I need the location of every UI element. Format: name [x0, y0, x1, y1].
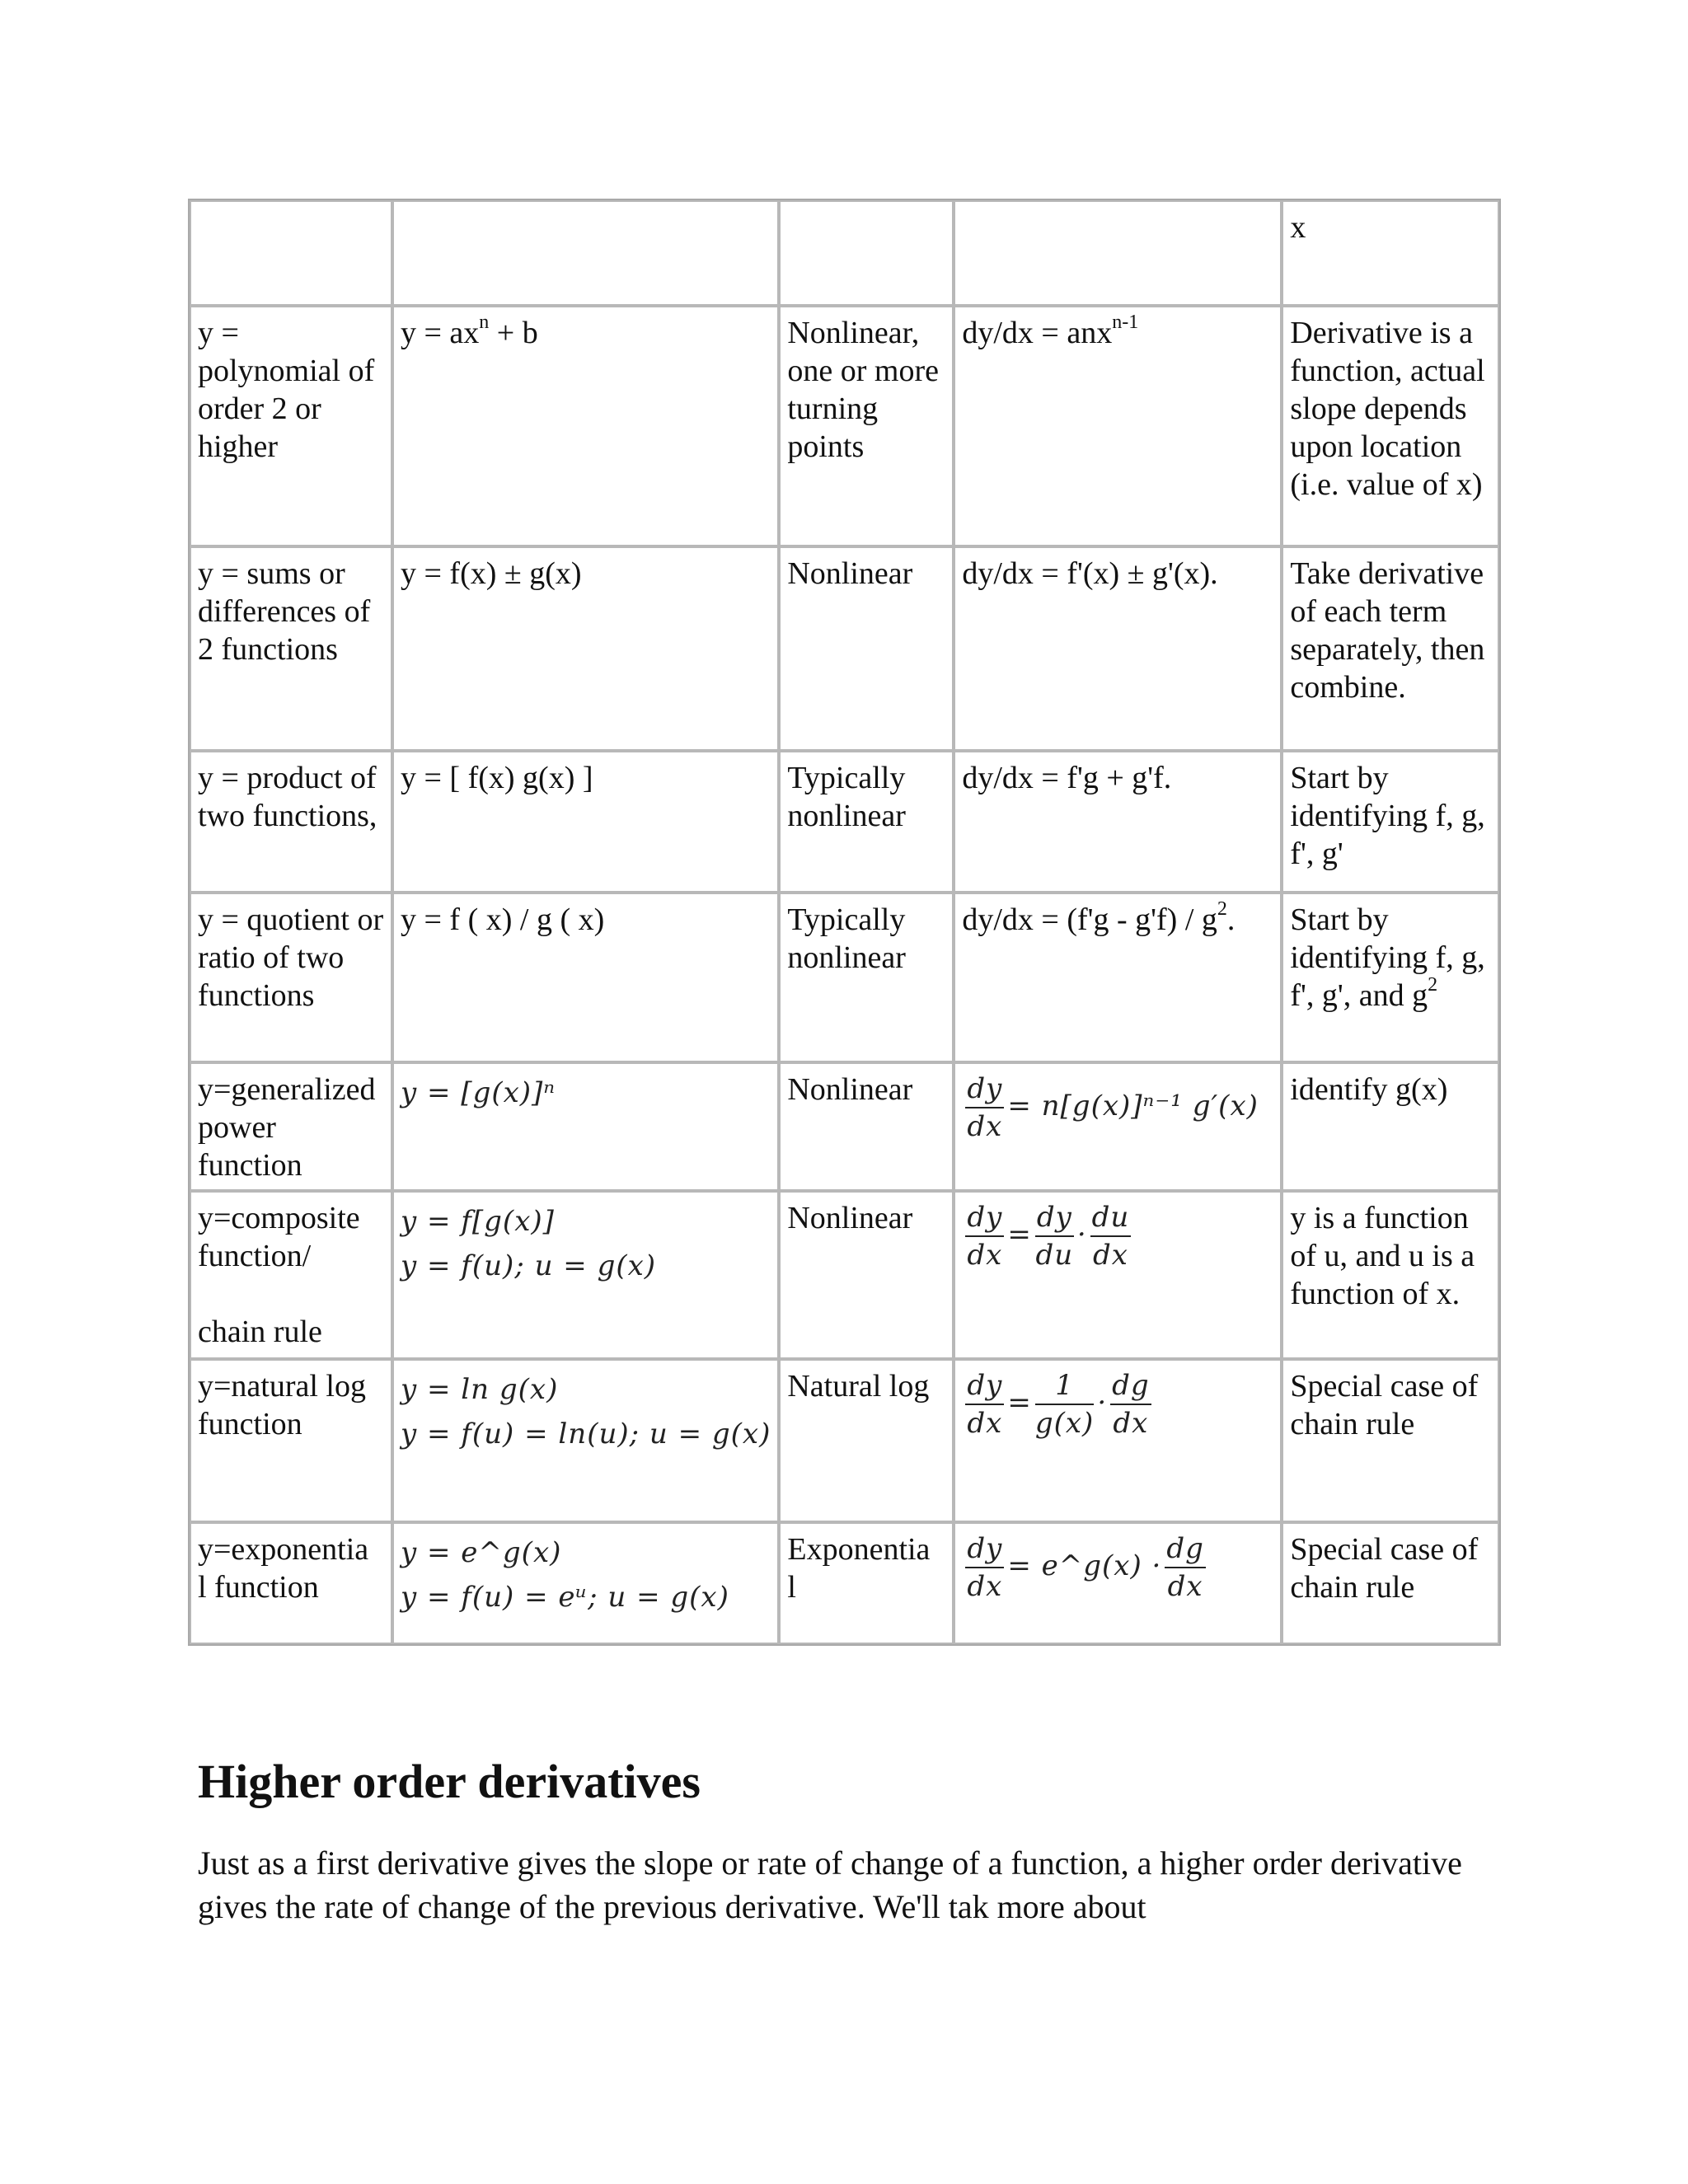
denominator: dx [967, 1239, 1003, 1272]
table-row [190, 751, 1499, 893]
denominator: dx [967, 1570, 1003, 1603]
notes-text: Start by identifying f, g, f', g', and g [1290, 902, 1485, 1013]
denominator: dx [1113, 1407, 1149, 1440]
denominator: dx [1167, 1570, 1203, 1603]
denominator: dx [967, 1407, 1003, 1440]
exponent: 2 [1217, 898, 1227, 921]
notes-cell: identify g(x) [1282, 1062, 1499, 1191]
function-form-cell [392, 306, 779, 546]
formula-image: y = f(u) = ln(u); u = g(x) [401, 1418, 771, 1451]
table-row [190, 1359, 1499, 1522]
function-type-text: y=composite function/ [198, 1201, 360, 1273]
function-form-cell [392, 1359, 779, 1522]
notes-cell: Derivative is a function, actual slope depends upon location (i.e. value of x) [1282, 306, 1499, 546]
derivative-text: dy/dx = (f'g - g'f) / g [962, 902, 1217, 937]
notes-cell: Special case of chain rule [1282, 1522, 1499, 1644]
function-type-cell: y = polynomial of order 2 or higher [190, 306, 392, 546]
denominator: du [1035, 1239, 1074, 1272]
notes-cell: y is a function of u, and u is a function of x. [1282, 1191, 1499, 1359]
formula-image [962, 1071, 1273, 1145]
numerator: dy [1035, 1199, 1074, 1237]
function-type-cell: y = product of two functions, [190, 751, 392, 893]
function-type-cell: y=natural log function [190, 1359, 392, 1522]
function-type-cell: y = sums or differences of 2 functions [190, 546, 392, 751]
function-type-cell: y=exponentia l function [190, 1522, 392, 1644]
derivative-rules-table [188, 199, 1501, 1646]
fraction [1035, 1367, 1094, 1441]
numerator: dy [965, 1199, 1004, 1237]
formula-image: y = f(u) = eᵘ; u = g(x) [401, 1581, 729, 1614]
table-cell [190, 200, 392, 306]
linearity-cell: Nonlinear, one or more turning points [779, 306, 954, 546]
formula-image: y = f[g(x)] [401, 1205, 555, 1238]
notes-cell: Start by identifying f, g, f', g' [1282, 751, 1499, 893]
linearity-cell: Exponentia l [779, 1522, 954, 1644]
exponent: n-1 [1112, 312, 1139, 334]
derivative-cell [954, 306, 1282, 546]
table-cell [779, 200, 954, 306]
linearity-cell: Nonlinear [779, 1191, 954, 1359]
table-row [190, 1191, 1499, 1359]
fraction [1165, 1530, 1206, 1605]
table-row [190, 306, 1499, 546]
numerator: dy [965, 1530, 1004, 1568]
formula-text: = e^g(x) · [1007, 1549, 1162, 1582]
exponent: n [479, 312, 490, 334]
formula-image [962, 1530, 1273, 1605]
linearity-cell: Typically nonlinear [779, 751, 954, 893]
formula-image: y = f(u); u = g(x) [401, 1249, 657, 1282]
table-row [190, 1062, 1499, 1191]
fraction [965, 1199, 1004, 1273]
derivative-cell [954, 893, 1282, 1062]
table-row [190, 200, 1499, 306]
body-paragraph: Just as a first derivative gives the slope or rate of change of a function, a higher order derivative gives the rate of change of the previous derivative. We'll tak more about [198, 1844, 1462, 1925]
function-type-cell [190, 1191, 392, 1359]
table-row [190, 546, 1499, 751]
linearity-cell: Nonlinear [779, 546, 954, 751]
formula-text: = n[g(x)]ⁿ⁻¹ g′(x) [1007, 1090, 1259, 1122]
derivative-text: dy/dx = anx [962, 316, 1113, 350]
function-form-cell [392, 1522, 779, 1644]
numerator: 1 [1035, 1367, 1094, 1405]
denominator: dx [1093, 1239, 1128, 1272]
fraction [1110, 1367, 1151, 1441]
numerator: dg [1165, 1530, 1206, 1568]
fraction [965, 1071, 1004, 1145]
formula-image: y = ln g(x) [401, 1373, 559, 1406]
notes-cell: Special case of chain rule [1282, 1359, 1499, 1522]
notes-cell: Take derivative of each term separately, then combine. [1282, 546, 1499, 751]
table-row [190, 893, 1499, 1062]
function-form-text: + b [489, 316, 538, 350]
formula-image: $\frac{dy}{dx}$ = $\frac{dy}{du}$ · $\frac{du}{dx}$ [967, 1201, 1130, 1272]
function-type-cell: y=generalized power function [190, 1062, 392, 1191]
derivative-cell: dy/dx = f'(x) ± g'(x). [954, 546, 1282, 751]
fraction [965, 1367, 1004, 1441]
linearity-cell: Natural log [779, 1359, 954, 1522]
exponent: 2 [1428, 974, 1438, 996]
derivative-cell: dy/dx = f'g + g'f. [954, 751, 1282, 893]
function-form-cell: y = f ( x) / g ( x) [392, 893, 779, 1062]
function-form-cell [392, 1191, 779, 1359]
denominator: dx [967, 1110, 1003, 1143]
function-form-cell: y = [ f(x) g(x) ] [392, 751, 779, 893]
numerator: du [1090, 1199, 1132, 1237]
fraction [1090, 1199, 1132, 1273]
numerator: dy [965, 1367, 1004, 1405]
numerator: dg [1110, 1367, 1151, 1405]
formula-image: $\frac{dy}{dx}$ = $\frac{1}{g(x)}$ · $\frac{dg}{dx}$ [967, 1369, 1150, 1440]
linearity-cell: Typically nonlinear [779, 893, 954, 1062]
derivative-cell [954, 1522, 1282, 1644]
table-cell: x [1282, 200, 1499, 306]
derivative-cell [954, 1359, 1282, 1522]
fraction [1035, 1199, 1074, 1273]
section-heading: Higher order derivatives [198, 1755, 701, 1808]
linearity-cell: Nonlinear [779, 1062, 954, 1191]
table-cell [392, 200, 779, 306]
formula-image: y = [g(x)]ⁿ [401, 1076, 556, 1109]
numerator: dy [965, 1071, 1004, 1108]
fraction [965, 1530, 1004, 1605]
function-type-text: chain rule [198, 1315, 322, 1349]
function-form-cell: y = f(x) ± g(x) [392, 546, 779, 751]
function-form-text: y = ax [401, 316, 480, 350]
derivative-text: . [1226, 902, 1236, 937]
denominator: g(x) [1034, 1407, 1095, 1440]
formula-image: y = e^g(x) [401, 1536, 562, 1569]
function-type-cell: y = quotient or ratio of two functions [190, 893, 392, 1062]
notes-cell [1282, 893, 1499, 1062]
function-form-cell [392, 1062, 779, 1191]
derivative-cell [954, 1062, 1282, 1191]
table-row [190, 1522, 1499, 1644]
derivative-cell [954, 1191, 1282, 1359]
table-cell [954, 200, 1282, 306]
